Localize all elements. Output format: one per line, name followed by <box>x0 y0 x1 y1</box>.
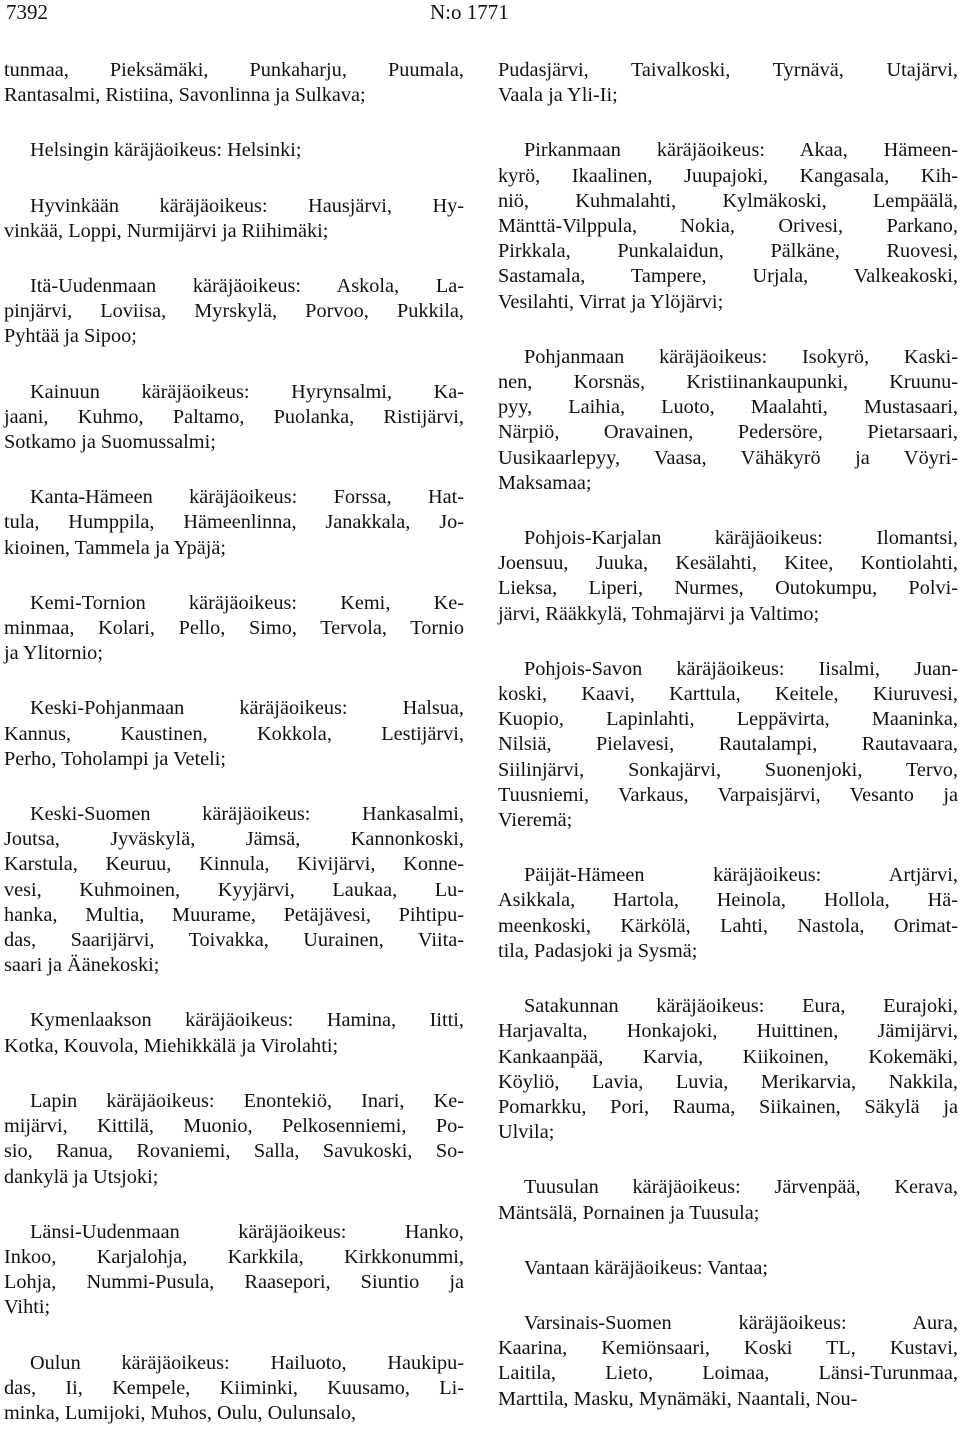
left-column <box>4 58 464 1456</box>
court-district-entry <box>4 1008 464 1058</box>
court-district-entry <box>4 1351 464 1427</box>
entry-line: Kymenlaakson käräjäoikeus: Hamina, Iitti, <box>30 1009 464 1032</box>
entry-line: Vihti; <box>4 1296 51 1319</box>
entry-line: jaani, Kuhmo, Paltamo, Puolanka, Ristijärvi, <box>4 405 464 428</box>
entry-line: ja Ylitornio; <box>4 642 103 665</box>
entry-line: Keski-Pohjanmaan käräjäoikeus: Halsua, <box>30 697 464 720</box>
court-district-entry <box>498 1175 958 1225</box>
entry-line: Tuusulan käräjäoikeus: Järvenpää, Kerava, <box>524 1176 958 1199</box>
entry-line: Nilsiä, Pielavesi, Rautalampi, Rautavaara, <box>498 733 958 756</box>
entry-line: Joutsa, Jyväskylä, Jämsä, Kannonkoski, <box>4 828 464 851</box>
court-district-entry <box>4 485 464 561</box>
entry-line: Lapin käräjäoikeus: Enontekiö, Inari, Ke- <box>30 1089 464 1112</box>
entry-line: Inkoo, Karjalohja, Karkkila, Kirkkonummi, <box>4 1245 464 1268</box>
court-district-entry <box>4 58 464 108</box>
entry-line: Perho, Toholampi ja Veteli; <box>4 747 227 770</box>
entry-line: Kainuun käräjäoikeus: Hyrynsalmi, Ka- <box>30 380 464 403</box>
court-district-entry <box>4 1220 464 1321</box>
entry-line: Keski-Suomen käräjäoikeus: Hankasalmi, <box>30 803 464 826</box>
entry-line: Sotkamo ja Suomussalmi; <box>4 431 216 454</box>
entry-line: Harjavalta, Honkajoki, Huittinen, Jämijärvi, <box>498 1020 958 1043</box>
court-district-entry <box>498 1256 958 1281</box>
entry-line: järvi, Rääkkylä, Tohmajärvi ja Valtimo; <box>498 602 820 625</box>
entry-line: Pudasjärvi, Taivalkoski, Tyrnävä, Utajärvi, <box>498 59 958 81</box>
entry-line: nen, Korsnäs, Kristiinankaupunki, Kruunu- <box>498 371 958 394</box>
court-district-entry <box>4 274 464 350</box>
entry-line: Kannus, Kaustinen, Kokkola, Lestijärvi, <box>4 722 464 745</box>
entry-line: Asikkala, Hartola, Heinola, Hollola, Hä- <box>498 889 958 912</box>
court-district-entry <box>4 802 464 978</box>
entry-line: dankylä ja Utsjoki; <box>4 1165 159 1188</box>
entry-line: Närpiö, Oravainen, Pedersöre, Pietarsaari, <box>498 421 958 444</box>
entry-line: Hyvinkään käräjäoikeus: Hausjärvi, Hy- <box>30 194 464 217</box>
page-number: 7392 <box>6 0 48 24</box>
entry-line: vesi, Kuhmoinen, Kyyjärvi, Laukaa, Lu- <box>4 878 464 901</box>
court-district-entry <box>498 1311 958 1412</box>
entry-line: pyy, Laihia, Luoto, Maalahti, Mustasaari, <box>498 396 958 419</box>
entry-line: Karstula, Keuruu, Kinnula, Kivijärvi, Konne- <box>4 853 464 876</box>
entry-line: vinkää, Loppi, Nurmijärvi ja Riihimäki; <box>4 219 329 242</box>
entry-line: Maksamaa; <box>498 471 592 494</box>
entry-line: Kaarina, Kemiönsaari, Koski TL, Kustavi, <box>498 1337 958 1360</box>
court-district-entry <box>498 657 958 833</box>
entry-line: Oulun käräjäoikeus: Hailuoto, Haukipu- <box>30 1351 464 1374</box>
entry-line: mijärvi, Kittilä, Muonio, Pelkosenniemi, Po- <box>4 1115 464 1138</box>
entry-line: Kotka, Kouvola, Miehikkälä ja Virolahti; <box>4 1034 339 1057</box>
entry-line: Lohja, Nummi-Pusula, Raasepori, Siuntio ja <box>4 1271 464 1294</box>
court-district-entry <box>498 863 958 964</box>
entry-line: Pirkkala, Punkalaidun, Pälkäne, Ruovesi, <box>498 240 958 263</box>
entry-line: Uusikaarlepyy, Vaasa, Vähäkyrö ja Vöyri- <box>498 446 958 469</box>
entry-line: Pohjois-Karjalan käräjäoikeus: Ilomantsi, <box>524 527 958 550</box>
entry-line: Rantasalmi, Ristiina, Savonlinna ja Sulkava; <box>4 84 366 107</box>
court-district-entry <box>498 994 958 1145</box>
entry-line: Pirkanmaan käräjäoikeus: Akaa, Hämeen- <box>524 139 958 162</box>
entry-line: Länsi-Uudenmaan käräjäoikeus: Hanko, <box>30 1220 464 1243</box>
entry-line: Sastamala, Tampere, Urjala, Valkeakoski, <box>498 265 958 288</box>
entry-line: Kankaanpää, Karvia, Kiikoinen, Kokemäki, <box>498 1045 958 1068</box>
entry-line: Joensuu, Juuka, Kesälahti, Kitee, Kontiolahti, <box>498 552 958 575</box>
entry-line: Lieksa, Liperi, Nurmes, Outokumpu, Polvi- <box>498 577 958 600</box>
entry-line: Köyliö, Lavia, Luvia, Merikarvia, Nakkila, <box>498 1070 958 1093</box>
entry-line: Helsingin käräjäoikeus: Helsinki; <box>30 139 302 162</box>
entry-line: Pohjanmaan käräjäoikeus: Isokyrö, Kaski- <box>524 345 958 368</box>
entry-line: Itä-Uudenmaan käräjäoikeus: Askola, La- <box>30 275 464 298</box>
entry-line: Mänttä-Vilppula, Nokia, Orivesi, Parkano, <box>498 215 958 238</box>
document-number: N:o 1771 <box>430 0 509 24</box>
entry-line: sio, Ranua, Rovaniemi, Salla, Savukoski, So- <box>4 1140 464 1163</box>
entry-line: Laitila, Lieto, Loimaa, Länsi-Turunmaa, <box>498 1362 958 1385</box>
entry-line: Ulvila; <box>498 1121 555 1144</box>
entry-line: Päijät-Hämeen käräjäoikeus: Artjärvi, <box>524 864 958 887</box>
entry-line: hanka, Multia, Muurame, Petäjävesi, Pihtipu- <box>4 903 464 926</box>
entry-line: minmaa, Kolari, Pello, Simo, Tervola, Tornio <box>4 617 464 640</box>
court-district-entry <box>4 591 464 667</box>
entry-line: kyrö, Ikaalinen, Juupajoki, Kangasala, Kih- <box>498 164 958 187</box>
entry-line: Pyhtää ja Sipoo; <box>4 325 137 348</box>
entry-line: Kuopio, Lapinlahti, Leppävirta, Maaninka, <box>498 708 958 731</box>
entry-line: saari ja Äänekoski; <box>4 954 160 977</box>
entry-line: niö, Kuhmalahti, Kylmäkoski, Lempäälä, <box>498 189 958 212</box>
court-district-entry <box>498 58 958 108</box>
court-district-entry <box>4 696 464 772</box>
court-district-entry <box>498 138 958 314</box>
entry-line: Vantaan käräjäoikeus: Vantaa; <box>524 1256 769 1279</box>
court-district-entry <box>4 380 464 456</box>
entry-line: Satakunnan käräjäoikeus: Eura, Eurajoki, <box>524 995 958 1018</box>
entry-line: Marttila, Masku, Mynämäki, Naantali, Nou- <box>498 1387 858 1410</box>
entry-line: koski, Kaavi, Karttula, Keitele, Kiuruvesi, <box>498 683 958 706</box>
entry-line: Vieremä; <box>498 809 573 832</box>
court-district-entry <box>498 345 958 496</box>
court-district-entry <box>4 138 464 163</box>
entry-line: Vaala ja Yli-Ii; <box>498 84 618 107</box>
entry-line: Pohjois-Savon käräjäoikeus: Iisalmi, Juan- <box>524 657 958 680</box>
entry-line: minka, Lumijoki, Muhos, Oulu, Oulunsalo, <box>4 1401 357 1424</box>
court-district-entry <box>498 526 958 627</box>
entry-line: das, Ii, Kempele, Kiiminki, Kuusamo, Li- <box>4 1376 464 1399</box>
entry-line: Mäntsälä, Pornainen ja Tuusula; <box>498 1201 760 1224</box>
entry-line: Kanta-Hämeen käräjäoikeus: Forssa, Hat- <box>30 486 464 509</box>
entry-line: tula, Humppila, Hämeenlinna, Janakkala, Jo- <box>4 511 464 534</box>
entry-line: Varsinais-Suomen käräjäoikeus: Aura, <box>524 1311 958 1334</box>
entry-line: kioinen, Tammela ja Ypäjä; <box>4 536 226 559</box>
entry-line: tunmaa, Pieksämäki, Punkaharju, Puumala, <box>4 59 464 81</box>
court-district-entry <box>4 194 464 244</box>
entry-line: Tuusniemi, Varkaus, Varpaisjärvi, Vesanto ja <box>498 783 958 806</box>
entry-line: tila, Padasjoki ja Sysmä; <box>498 939 698 962</box>
entry-line: pinjärvi, Loviisa, Myrskylä, Porvoo, Pukkila, <box>4 300 464 323</box>
court-district-entry <box>4 1089 464 1190</box>
entry-line: Vesilahti, Virrat ja Ylöjärvi; <box>498 290 724 313</box>
entry-line: Kemi-Tornion käräjäoikeus: Kemi, Ke- <box>30 591 464 614</box>
right-column <box>498 58 958 1442</box>
entry-line: meenkoski, Kärkölä, Lahti, Nastola, Orimat- <box>498 914 958 937</box>
entry-line: das, Saarijärvi, Toivakka, Uurainen, Viita- <box>4 929 464 952</box>
entry-line: Pomarkku, Pori, Rauma, Siikainen, Säkylä ja <box>498 1095 958 1118</box>
entry-line: Siilinjärvi, Sonkajärvi, Suonenjoki, Tervo, <box>498 758 958 781</box>
